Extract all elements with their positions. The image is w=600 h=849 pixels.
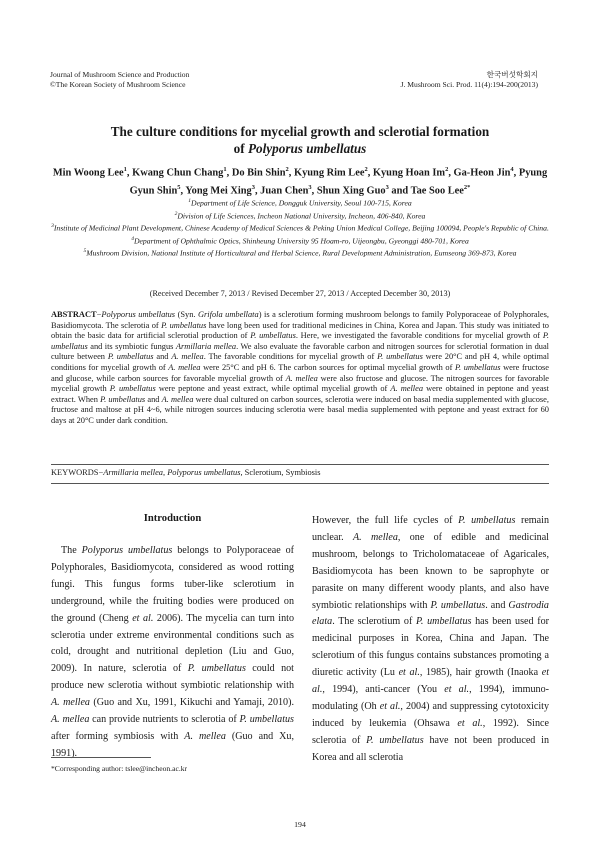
abstract-label: ABSTRACT	[51, 310, 97, 319]
affiliation-mark: 2	[174, 210, 178, 217]
page-number: 194	[294, 820, 306, 829]
intro-paragraph-right: However, the full life cycles of P. umbellatus remain unclear. A. mellea, one of edible and medicinal mushroom, belongs to Tricholomataceae of Agaricales, Basidiomycota has been known to be saprophyte or parasite on many different woody plants, and also have symbiotic relationships with P. umbellatus. and Gastrodia elata. The sclerotium of P. umbellatus has been used for medicinal purposes in Korea, China and Japan. The sclerotium of this fungus contains substances promoting a diuretic activity (Lu et al., 1985), hair growth (Inaoka et al., 1994), anti-cancer (You et al., 1994), immuno-modulating (Oh et al., 2004) and suppressing cytotoxicity induced by leukemia (Ohsawa et al., 1992). Since sclerotia of P. umbellatus have not been produced in Korea and all sclerotia	[312, 515, 550, 763]
author-and: and	[388, 185, 411, 197]
korean-society-name: 한국버섯학회지	[486, 70, 538, 79]
journal-header-left	[50, 70, 189, 90]
author-affiliation-mark: 4	[510, 166, 514, 173]
author-name: Kyung Rim Lee	[294, 167, 365, 179]
society-copyright: ©The Korean Society of Mushroom Science	[50, 80, 186, 89]
affiliation-mark: 4	[131, 235, 134, 242]
keywords-label: KEYWORDS	[51, 468, 99, 477]
author-affiliation-mark: 5	[177, 183, 181, 191]
footnote-rule	[51, 757, 151, 758]
author-list: Min Woong Lee$^1$, Kwang Chun Chang$^1$, Do Bin Shin$^2$, Kyung Rim Lee$^2$, Kyung Hoan Im$^2$, Ga-Heon Jin$^4$, Pyung Gyun Shin$^5$, Yong Mei Xing$^3$, Juan Chen$^3$, Shun Xing Guo$^3$ and Tae Soo Lee$^{2*}$	[52, 166, 548, 197]
title-of: of	[233, 140, 248, 156]
intro-right-column	[312, 513, 549, 767]
author-affiliation-mark: 3	[308, 183, 312, 191]
author-name: Shun Xing Guo	[316, 185, 386, 197]
journal-header-right	[401, 70, 538, 90]
author-affiliation-mark: 2	[364, 166, 368, 173]
affiliation-mark: 3	[51, 223, 54, 230]
author-name: Do Bin Shin	[231, 167, 286, 179]
author-affiliation-mark: 2	[285, 166, 289, 173]
author-name: Juan Chen	[260, 185, 309, 197]
author-name: Tae Soo Lee	[410, 185, 464, 197]
affiliation-item	[40, 221, 560, 234]
affiliation-item	[40, 209, 560, 222]
intro-left-column	[51, 543, 294, 763]
affiliation-text: Department of Ophthalmic Optics, Shinheung University 95 Hoam-ro, Uijeongbu, Gyeonggi 480-701, Korea	[133, 236, 469, 246]
author-name: Kwang Chun Chang	[132, 167, 224, 179]
keywords	[51, 468, 549, 479]
article-title	[40, 124, 560, 157]
affiliation-item	[40, 234, 560, 247]
affiliation-text: Mushroom Division, National Institute of Horticultural and Herbal Science, Rural Development Administration, Eumseong 369-873, Korea	[86, 248, 517, 258]
affiliation-list	[40, 196, 560, 259]
received-dates: (Received December 7, 2013 / Revised December 27, 2013 / Accepted December 30, 2013)	[149, 289, 451, 298]
author-affiliation-mark: 3	[385, 183, 389, 191]
author-affiliation-mark: 2*	[463, 183, 471, 191]
keywords-text: −Armillaria mellea, Polyporus umbellatus, Sclerotium, Symbiosis	[98, 468, 321, 477]
title-line-2	[40, 141, 560, 158]
author-affiliation-mark: 3	[251, 183, 255, 191]
author-name: Min Woong Lee	[52, 167, 124, 179]
title-line-1: The culture conditions for mycelial growth and sclerotial formation	[110, 124, 490, 139]
author-name: Ga-Heon Jin	[453, 167, 511, 179]
abstract-text: −Polyporus umbellatus (Syn. Grifola umbellata) is a sclerotium forming mushroom belongs to family Polyporaceae of Polyphorales, Basidiomycota. The sclerotia of P. umbellatus have long been used for traditional medicines in China, Korea and Japan. This study was initiated to obtain the basic data for artificial sclerotial production of P. umbellatus. Here, we investigated the favorable conditions for mycelial growth of P. umbellatus and its symbiotic fungus Armillaria mellea. We also evaluate the favorable carbon and nitrogen sources for sclerotial formation in dual culture between P. umbellatus and A. mellea. The favorable conditions for mycelial growth of P. umbellatus were 20°C and pH 4, while optimal conditions for mycelial growth of A. mellea were 25°C and pH 6. The carbon sources for optimal mycelial growth of P. umbellatus were fructose and glucose, while carbon sources for favorable mycelial growth of A. mellea were also fructose and glucose. The nitrogen sources for favorable mycelial growth P. umbellatus were peptone and yeast extract, while optimal mycelial growth of A. mellea were obtained in peptone and yeast extract. When P. umbellatus and A. mellea were dual cultured on carbon sources, sclerotia were induced on basal media supplemented with glucose, fructose and maltose at pH 4~6, while nitrogen sources inducing sclerotia were basal media supplemented with peptone and yeast extract for 60 days at 20°C under dark condition.	[51, 310, 550, 425]
keywords-top-rule	[51, 464, 549, 465]
keywords-bottom-rule	[51, 483, 549, 484]
journal-name: Journal of Mushroom Science and Production	[50, 70, 190, 79]
affiliation-item	[40, 246, 560, 259]
title-species: Polyporus umbellatus	[247, 140, 367, 156]
affiliation-mark: 1	[188, 198, 192, 204]
author-name: Pyung Gyun Shin	[129, 167, 548, 197]
affiliation-text: Division of Life Sciences, Incheon National University, Incheon, 406-840, Korea	[177, 211, 426, 221]
affiliation-mark: 5	[83, 248, 87, 255]
affiliation-text: Department of Life Science, Dongguk University, Seoul 100-715, Korea	[191, 198, 412, 208]
introduction-heading: Introduction	[143, 513, 202, 524]
affiliation-text: Institute of Medicinal Plant Development, Chinese Academy of Medical Sciences & Peking Union Medical College, Beijing 100094, People's Republic of China.	[53, 223, 549, 233]
author-affiliation-mark: 1	[123, 166, 127, 173]
author-affiliation-mark: 1	[223, 166, 227, 173]
corresponding-author-footnote: *Corresponding author: tslee@incheon.ac.kr	[51, 764, 188, 773]
journal-citation: J. Mushroom Sci. Prod. 11(4):194-200(2013)	[400, 80, 538, 89]
author-name: Kyung Hoan Im	[372, 167, 446, 179]
intro-paragraph-left: The Polyporus umbellatus belongs to Polyporaceae of Polyphorales, Basidiomycota, considered as wood rotting fungi. This fungus forms tuber-like sclerotium in underground, while the fruiting bodies were produced on the ground (Cheng et al. 2006). The mycelia can turn into sclerotia under extreme environmental conditions such as cold, drought and nutritional depletion (Liu and Guo, 2009). In nature, sclerotia of P. umbellatus could not produce new sclerotia without symbiotic relationship with A. mellea (Guo and Xu, 1991, Kikuchi and Yamaji, 2010). A. mellea can provide nutrients to sclerotia of P. umbellatus after forming symbiosis with A. mellea (Guo and Xu, 1991).	[51, 545, 295, 759]
affiliation-item	[40, 196, 560, 209]
author-affiliation-mark: 2	[445, 166, 449, 173]
author-name: Yong Mei Xing	[185, 185, 252, 197]
abstract	[51, 310, 549, 427]
